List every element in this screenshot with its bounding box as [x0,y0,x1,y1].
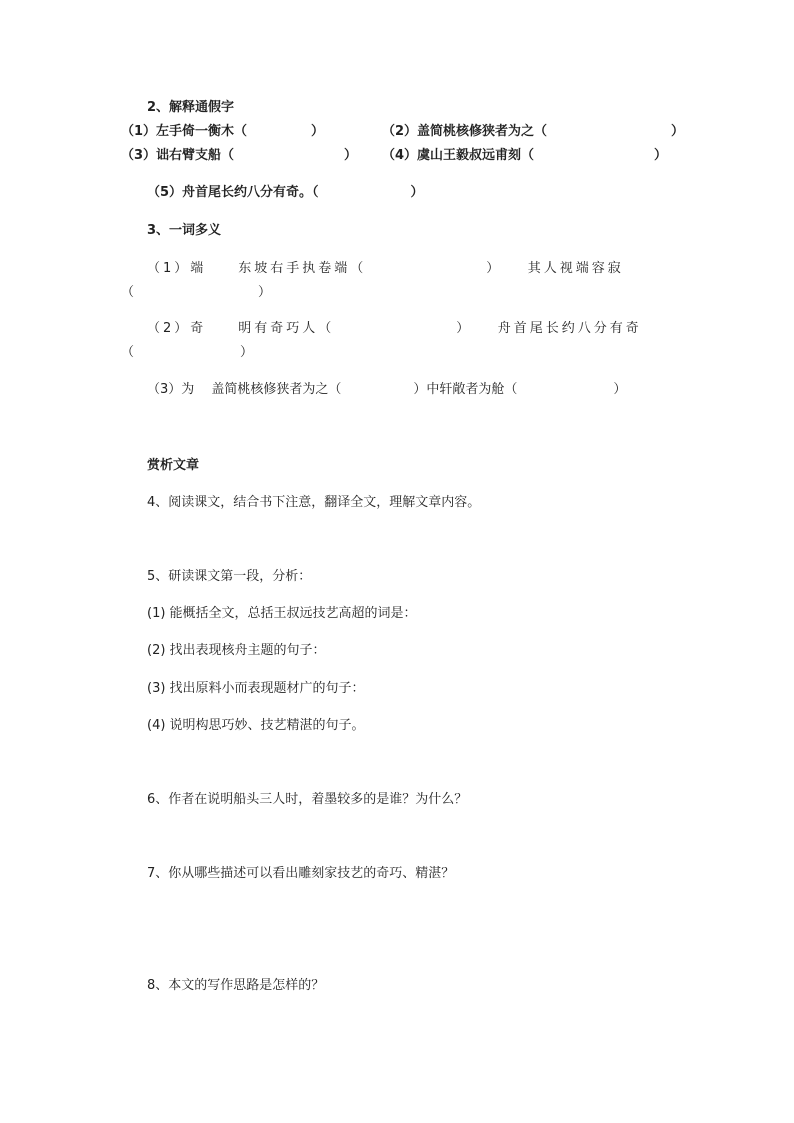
polysemy-2-c: （ [121,345,135,360]
item-1-text: （1）左手倚一衡木（ [121,124,248,139]
polysemy-1-a: （1）端 东坡右手执卷端（ [147,261,367,276]
item-2-close: ） [671,124,685,139]
item-5 [147,184,424,202]
question-5-c: (3) 找出原料小而表现题材广的句子： [147,681,365,696]
polysemy-2 [147,320,642,338]
polysemy-2-cont [121,344,253,362]
item-3-close: ） [344,148,358,163]
item-3 [121,147,357,165]
question-6: 6、作者在说明船头三人时，着墨较多的是谁？为什么？ [147,792,468,807]
question-5-a: (1) 能概括全文，总括王叔远技艺高超的词是： [147,606,417,621]
question-5-title: 5、研读课文第一段，分析： [147,569,312,584]
item-1-close: ） [311,124,325,139]
item-4-text: （4）虞山王毅叔远甫刻（ [382,148,535,163]
item-5-close: ） [410,185,424,200]
polysemy-1-d: ） [258,285,272,300]
item-5-text: （5）舟首尾长约八分有奇。（ [147,185,319,200]
question-5-b: (2) 找出表现核舟主题的句子： [147,643,326,658]
polysemy-3-c: ） [613,382,627,397]
question-7: 7、你从哪些描述可以看出雕刻家技艺的奇巧、精湛？ [147,866,455,881]
polysemy-1-b: ） 其人视端容寂 [486,261,624,276]
question-5-d: (4) 说明构思巧妙、技艺精湛的句子。 [147,718,365,733]
polysemy-3-b: ）中轩敞者为舱（ [413,382,518,397]
polysemy-1-cont [121,284,271,302]
section-2-title: 2、解释通假字 [147,100,235,115]
polysemy-3 [147,381,626,399]
polysemy-2-b: ） 舟首尾长约八分有奇 [456,321,642,336]
polysemy-2-a: （2）奇 明有奇巧人（ [147,321,335,336]
polysemy-1 [147,260,624,278]
question-8: 8、本文的写作思路是怎样的？ [147,978,325,993]
item-3-text: （3）诎右臂支船（ [121,148,235,163]
polysemy-1-c: （ [121,285,135,300]
analysis-heading: 赏析文章 [147,458,200,473]
item-4 [382,147,667,165]
section-3-title: 3、一词多义 [147,223,222,238]
item-2 [382,123,684,141]
item-2-text: （2）盖简桃核修狭者为之（ [382,124,548,139]
question-4: 4、阅读课文，结合书下注意，翻译全文，理解文章内容。 [147,495,481,510]
polysemy-2-d: ） [240,345,254,360]
item-1 [121,123,324,141]
item-4-close: ） [654,148,668,163]
polysemy-3-a: （3）为 盖简桃核修狭者为之（ [147,382,342,397]
